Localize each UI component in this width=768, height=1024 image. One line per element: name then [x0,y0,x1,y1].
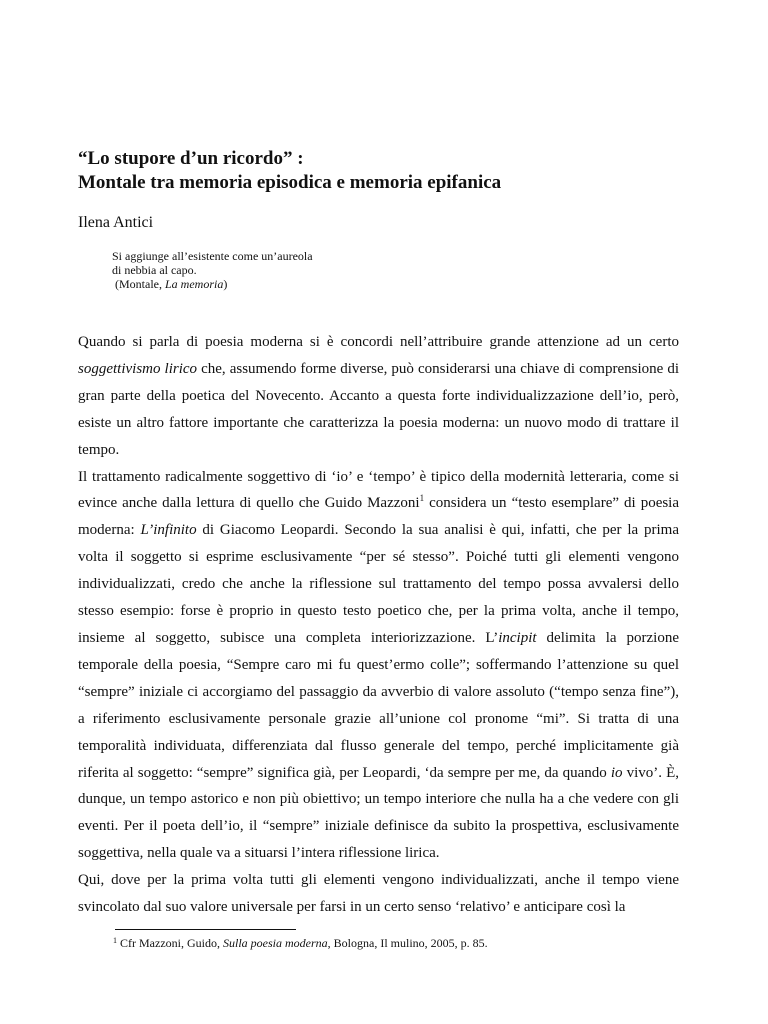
text-run: che, assumendo forme diverse, può considerarsi una chiave di comprensione di gran parte della poetica del Novecento. Accanto a questa forte individualizzazione dell’io, però, esiste un altro fattore importante che caratterizza la poesia moderna: un nuovo modo di trattare il tempo. [78,360,679,458]
paragraph-2 [78,464,679,868]
epigraph-attribution [112,277,313,291]
epigraph [112,249,313,291]
emphasis: incipit [498,629,537,646]
paragraph-1 [78,329,679,464]
epigraph-line-2: di nebbia al capo. [112,263,197,277]
footnote [113,936,488,950]
footnote-book-title: Sulla poesia moderna [222,936,328,950]
footnote-reference[interactable]: 1 [419,493,425,504]
text-run: vivo’. È, dunque, un tempo astorico e non più obiettivo; un tempo interiore che nulla ha a che vedere con gli eventi. Per il poeta dell’io, il “sempre” iniziale definisce da subito la prospettiva, esclusivamente soggettiva, nella quale va a situarsi l’intera riflessione lirica. [78,764,679,862]
text-run: delimita la porzione temporale della poesia, “Sempre caro mi fu quest’ermo colle”; soffermando l’attenzione su quel “sempre” iniziale ci accorgiamo del passaggio da avverbio di valore assoluto (“tempo senza fine”), a riferimento esclusivamente personale grazie all’unione col pronome “mi”. Si tratta di una temporalità individuata, differenziata dal flusso generale del tempo, perché implicitamente già riferita al soggetto: “sempre” significa già, per Leopardi, ‘da sempre per me, da quando [78,629,680,781]
body-text [78,329,679,921]
footnote-divider [115,929,296,930]
footnote-prefix: Cfr Mazzoni, Guido, [117,936,223,950]
title-line-1: “Lo stupore d’un ricordo” : [78,148,304,169]
epigraph-line-1: Si aggiunge all’esistente come un’aureola [112,249,313,263]
document-title [78,147,501,195]
author-name: Ilena Antici [78,214,154,231]
footnote-number: 1 [113,936,117,945]
text-run: Il trattamento radicalmente soggettivo di ‘io’ e ‘tempo’ è tipico della modernità letteraria, come si evince anche dalla lettura di quello che Guido Mazzoni [78,468,679,512]
text-run: di Giacomo Leopardi. Secondo la sua analisi è qui, infatti, che per la prima volta il soggetto si esprime esclusivamente “per sé stesso”. Poiché tutti gli elementi vengono individualizzati, credo che anche la riflessione sul trattamento del tempo possa avvalersi dello stesso esempio: forse è proprio in questo testo poetico che, per la prima volta, anche il tempo, insieme al soggetto, subisce una completa interiorizzazione. L’ [78,522,679,646]
footnote-suffix: , Bologna, Il mulino, 2005, p. 85. [327,936,488,950]
text-run: Quando si parla di poesia moderna si è concordi nell’attribuire grande attenzione ad un certo [78,334,679,350]
title-line-2: Montale tra memoria episodica e memoria epifanica [78,172,502,193]
emphasis: soggettivismo lirico [78,360,198,377]
text-run: considera un “testo esemplare” di poesia moderna: [78,495,680,539]
paragraph-3: Qui, dove per la prima volta tutti gli elementi vengono individualizzati, anche il tempo viene svincolato dal suo valore universale per farsi in un certo senso ‘relativo’ e anticipare così la [78,872,679,916]
emphasis: io [610,764,623,781]
attribution-work: La memoria [165,277,224,291]
attribution-suffix: ) [223,277,228,291]
emphasis: L’infinito [140,522,197,539]
attribution-prefix: (Montale, [115,277,165,291]
